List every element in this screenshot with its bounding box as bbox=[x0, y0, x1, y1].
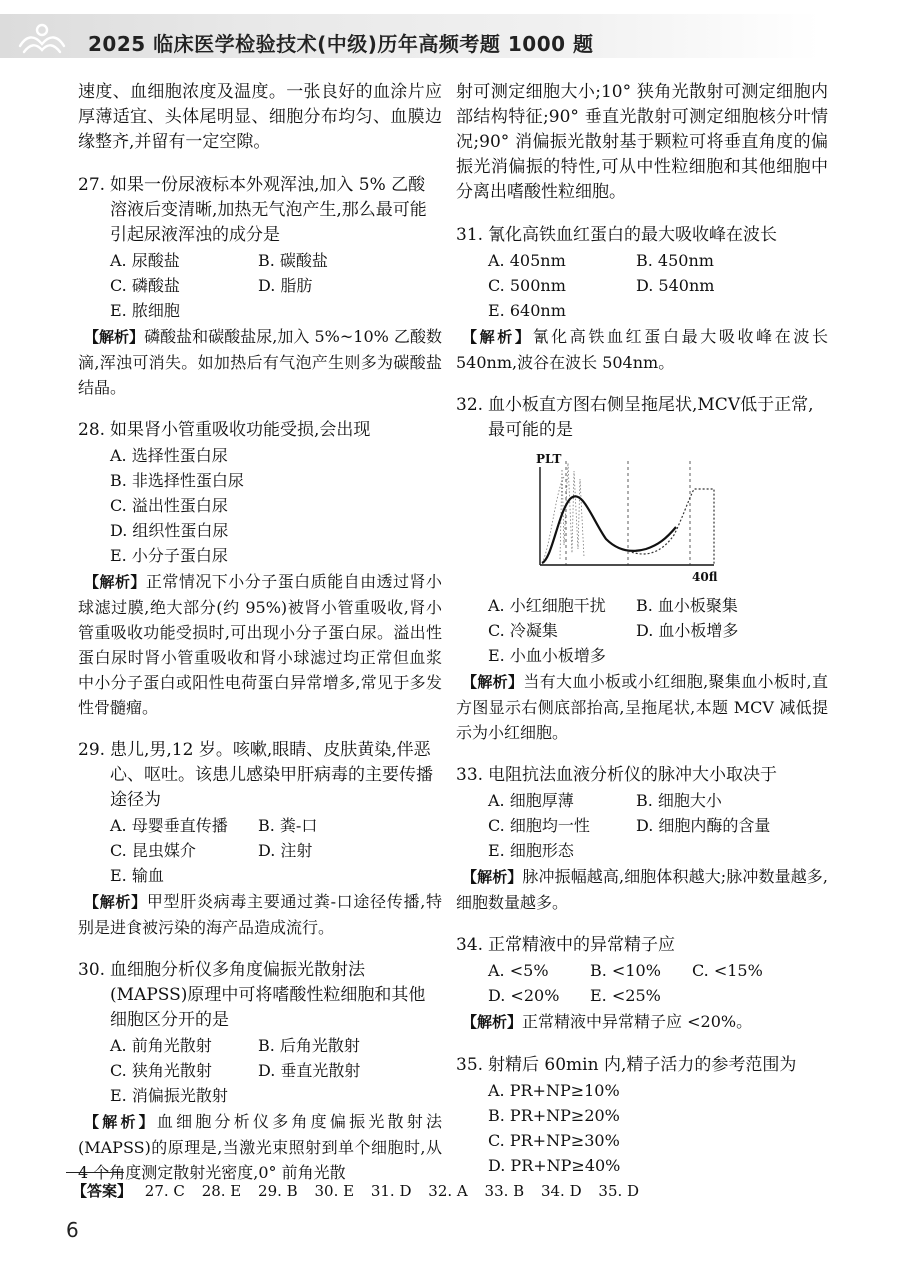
explanation bbox=[78, 1109, 442, 1185]
option-a: A. 尿酸盐 bbox=[110, 251, 180, 270]
explanation-text: 正常情况下小分子蛋白质能自由透过肾小球滤过膜,绝大部分(约 95%)被肾小管重吸收,肾小管重吸收功能受损时,可出现小分子蛋白尿。溢出性蛋白尿时肾小管重吸收和肾小球滤过均正常但血浆中小分子蛋白或阳性电荷蛋白异常增多,常见于多发性骨髓瘤。 bbox=[78, 572, 442, 717]
option-d: D. 脂肪 bbox=[258, 276, 313, 295]
option-b: B. PR+NP≥20% bbox=[488, 1106, 620, 1125]
footer-divider bbox=[66, 1172, 124, 1173]
options bbox=[456, 958, 828, 1008]
answer-item: 35. D bbox=[598, 1182, 640, 1200]
option-e: E. 消偏振光散射 bbox=[110, 1086, 228, 1105]
question-text: 如果一份尿液标本外观浑浊,加入 5% 乙酸溶液后变清晰,加热无气泡产生,那么最可能引起尿液浑浊的成分是 bbox=[110, 175, 427, 245]
option-b: B. 粪-口 bbox=[258, 816, 318, 835]
histogram-curve bbox=[542, 496, 676, 563]
explanation bbox=[78, 324, 442, 400]
option-e: E. 640nm bbox=[488, 301, 566, 320]
explanation-text: 当有大血小板或小红细胞,聚集血小板时,直方图显示右侧底部抬高,呈拖尾状,本题 MCV 减低提示为小红细胞。 bbox=[456, 672, 828, 742]
question-text: 如果肾小管重吸收功能受损,会出现 bbox=[110, 420, 371, 440]
question-number: 33. bbox=[456, 765, 484, 785]
question-text: 血细胞分析仪多角度偏振光散射法(MAPSS)原理中可将嗜酸性粒细胞和其他细胞区分开的是 bbox=[110, 960, 426, 1030]
question-33 bbox=[456, 763, 828, 915]
options bbox=[456, 1078, 828, 1178]
answer-item: 30. E bbox=[314, 1182, 355, 1200]
question-34 bbox=[456, 933, 828, 1035]
option-e: E. 小血小板增多 bbox=[488, 646, 606, 665]
question-number: 35. bbox=[456, 1055, 484, 1075]
page-header bbox=[0, 0, 900, 72]
answer-item: 27. C bbox=[144, 1182, 185, 1200]
explanation-label: 【解析】 bbox=[84, 1113, 157, 1131]
answer-item: 29. B bbox=[258, 1182, 298, 1200]
explanation-label: 【解析】 bbox=[84, 573, 146, 591]
option-a: A. 母婴垂直传播 bbox=[110, 816, 228, 835]
option-a: A. PR+NP≥10% bbox=[488, 1081, 620, 1100]
option-e: E. 小分子蛋白尿 bbox=[110, 546, 228, 565]
explanation bbox=[456, 669, 828, 745]
explanation-continued: 射可测定细胞大小;10° 狭角光散射可测定细胞内部结构特征;90° 垂直光散射可测定细胞核分叶情况;90° 消偏振光散射基于颗粒可将垂直角度的偏振光消偏振的特性,可从中性粒细胞和其他细胞中分离出嗜酸性粒细胞。 bbox=[456, 82, 828, 202]
option-c: C. 磷酸盐 bbox=[110, 276, 180, 295]
question-text: 患儿,男,12 岁。咳嗽,眼睛、皮肤黄染,伴恶心、呕吐。该患儿感染甲肝病毒的主要传播途径为 bbox=[110, 740, 433, 810]
explanation-text: 磷酸盐和碳酸盐尿,加入 5%~10% 乙酸数滴,浑浊可消失。如加热后有气泡产生则多为碳酸盐结晶。 bbox=[78, 327, 442, 397]
question-number: 32. bbox=[456, 395, 484, 415]
explanation-text: 血细胞分析仪多角度偏振光散射法(MAPSS)的原理是,当激光束照射到单个细胞时,从 4 个角度测定散射光密度,0° 前角光散 bbox=[78, 1112, 442, 1182]
option-c: C. 昆虫媒介 bbox=[110, 841, 196, 860]
question-text: 血小板直方图右侧呈拖尾状,MCV低于正常,最可能的是 bbox=[488, 395, 814, 440]
options bbox=[78, 1033, 442, 1108]
option-b: B. 血小板聚集 bbox=[636, 596, 738, 615]
question-number: 34. bbox=[456, 935, 484, 955]
explanation bbox=[456, 1009, 828, 1035]
explanation-text: 甲型肝炎病毒主要通过粪-口途径传播,特别是进食被污染的海产品造成流行。 bbox=[78, 892, 442, 937]
intro-text: 速度、血细胞浓度及温度。一张良好的血涂片应厚薄适宜、头体尾明显、细胞分布均匀、血膜边缘整齐,并留有一定空隙。 bbox=[78, 82, 442, 152]
option-c: C. 冷凝集 bbox=[488, 621, 558, 640]
option-b: B. 后角光散射 bbox=[258, 1036, 360, 1055]
answer-key bbox=[72, 1180, 651, 1201]
histogram-x-label: 40fl bbox=[692, 570, 718, 584]
question-text: 正常精液中的异常精子应 bbox=[488, 935, 675, 955]
answer-item: 33. B bbox=[484, 1182, 525, 1200]
option-b: B. 450nm bbox=[636, 251, 714, 270]
options bbox=[78, 813, 442, 888]
question-27 bbox=[78, 173, 442, 400]
options bbox=[456, 788, 828, 863]
options bbox=[78, 248, 442, 323]
answer-key-label: 【答案】 bbox=[72, 1182, 133, 1200]
explanation-text: 正常精液中异常精子应 <20%。 bbox=[522, 1012, 753, 1031]
options bbox=[456, 593, 828, 668]
option-d: D. <20% bbox=[488, 986, 560, 1005]
option-a: A. 小红细胞干扰 bbox=[488, 596, 606, 615]
option-a: A. <5% bbox=[488, 961, 549, 980]
explanation bbox=[78, 889, 442, 940]
explanation-text: 氰化高铁血红蛋白最大吸收峰在波长 540nm,波谷在波长 504nm。 bbox=[456, 327, 828, 372]
question-text: 射精后 60min 内,精子活力的参考范围为 bbox=[488, 1055, 797, 1075]
option-d: D. 组织性蛋白尿 bbox=[110, 521, 229, 540]
question-30 bbox=[78, 958, 442, 1185]
answer-item: 34. D bbox=[540, 1182, 582, 1200]
page-number: 6 bbox=[66, 1218, 79, 1242]
option-e: E. <25% bbox=[590, 986, 661, 1005]
question-text: 电阻抗法血液分析仪的脉冲大小取决于 bbox=[488, 765, 777, 785]
answer-item: 32. A bbox=[428, 1182, 468, 1200]
option-e: E. 输血 bbox=[110, 866, 164, 885]
explanation-label: 【解析】 bbox=[84, 893, 147, 911]
option-d: D. PR+NP≥40% bbox=[488, 1156, 621, 1175]
histogram-y-label: PLT bbox=[536, 452, 562, 466]
question-31 bbox=[456, 223, 828, 375]
options bbox=[456, 248, 828, 323]
question-text: 氰化高铁血红蛋白的最大吸收峰在波长 bbox=[488, 225, 777, 245]
question-number: 28. bbox=[78, 420, 106, 440]
book-logo-icon bbox=[14, 18, 70, 58]
option-e: E. 细胞形态 bbox=[488, 841, 574, 860]
option-d: D. 注射 bbox=[258, 841, 313, 860]
page-title: 2025 临床医学检验技术(中级)历年高频考题 1000 题 bbox=[88, 32, 594, 56]
explanation bbox=[78, 569, 442, 720]
option-d: D. 540nm bbox=[636, 276, 715, 295]
option-e: E. 脓细胞 bbox=[110, 301, 180, 320]
options bbox=[78, 443, 442, 568]
question-28 bbox=[78, 418, 442, 720]
question-number: 30. bbox=[78, 960, 106, 980]
option-d: D. 垂直光散射 bbox=[258, 1061, 361, 1080]
option-c: C. 溢出性蛋白尿 bbox=[110, 496, 228, 515]
option-a: A. 405nm bbox=[488, 251, 566, 270]
option-b: B. <10% bbox=[590, 961, 661, 980]
option-c: C. 500nm bbox=[488, 276, 566, 295]
explanation-label: 【解析】 bbox=[462, 328, 533, 346]
question-number: 29. bbox=[78, 740, 106, 760]
option-d: D. 细胞内酶的含量 bbox=[636, 816, 771, 835]
answer-item: 28. E bbox=[201, 1182, 242, 1200]
left-column bbox=[78, 80, 442, 1185]
option-a: A. 前角光散射 bbox=[110, 1036, 212, 1055]
question-35 bbox=[456, 1053, 828, 1178]
platelet-histogram-figure bbox=[532, 449, 762, 585]
option-a: A. 细胞厚薄 bbox=[488, 791, 574, 810]
option-b: B. 碳酸盐 bbox=[258, 251, 328, 270]
explanation-label: 【解析】 bbox=[462, 673, 524, 691]
option-d: D. 血小板增多 bbox=[636, 621, 739, 640]
option-c: C. 细胞均一性 bbox=[488, 816, 590, 835]
explanation-label: 【解析】 bbox=[84, 328, 145, 346]
question-29 bbox=[78, 738, 442, 940]
answer-item: 31. D bbox=[370, 1182, 412, 1200]
option-a: A. 选择性蛋白尿 bbox=[110, 446, 228, 465]
explanation bbox=[456, 864, 828, 915]
question-number: 27. bbox=[78, 175, 106, 195]
explanation-label: 【解析】 bbox=[462, 1013, 523, 1031]
explanation-label: 【解析】 bbox=[462, 868, 523, 886]
question-32 bbox=[456, 393, 828, 745]
option-c: C. PR+NP≥30% bbox=[488, 1131, 620, 1150]
explanation-text: 脉冲振幅越高,细胞体积越大;脉冲数量越多,细胞数量越多。 bbox=[456, 867, 828, 912]
option-b: B. 细胞大小 bbox=[636, 791, 722, 810]
option-c: C. 狭角光散射 bbox=[110, 1061, 212, 1080]
right-column bbox=[456, 80, 828, 1178]
option-b: B. 非选择性蛋白尿 bbox=[110, 471, 244, 490]
histogram-tail bbox=[628, 489, 714, 565]
option-c: C. <15% bbox=[692, 961, 763, 980]
question-number: 31. bbox=[456, 225, 484, 245]
explanation bbox=[456, 324, 828, 375]
